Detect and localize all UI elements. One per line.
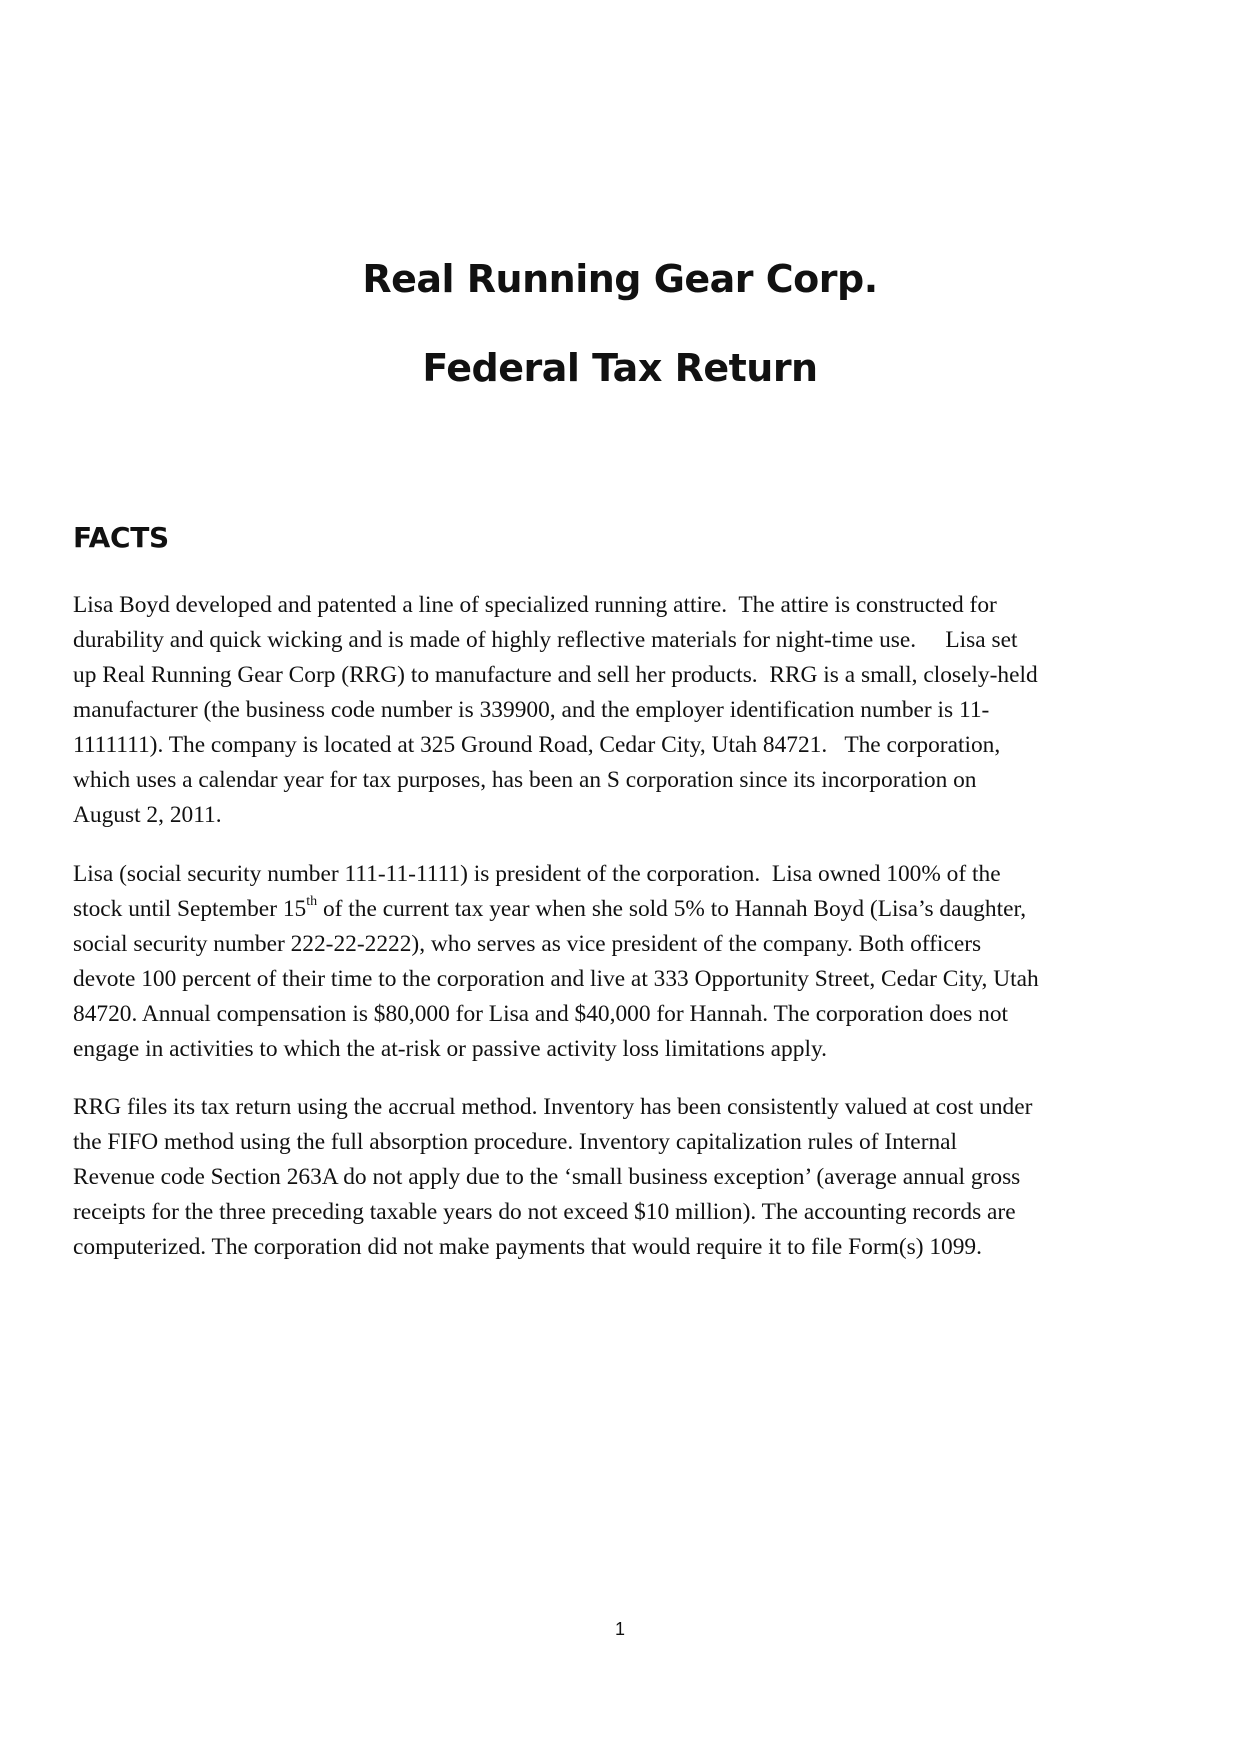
paragraph-line: 1111111). The company is located at 325 Ground Road, Cedar City, Utah 84721. The corporation,	[73, 732, 1001, 758]
paragraph-line: durability and quick wicking and is made of highly reflective materials for night-time use. Lisa set	[73, 627, 1018, 653]
paragraph-line: computerized. The corporation did not make payments that would require it to file Form(s) 1099.	[73, 1234, 982, 1260]
paragraph-line: up Real Running Gear Corp (RRG) to manufacture and sell her products. RRG is a small, closely-held	[73, 662, 1038, 688]
line-text: stock until September 15	[73, 896, 307, 922]
paragraph-line: Lisa (social security number 111-11-1111) is president of the corporation. Lisa owned 100% of the	[73, 861, 1001, 887]
line-text: of the current tax year when she sold 5% to Hannah Boyd (Lisa’s daughter,	[317, 896, 1027, 922]
document-title: Real Running Gear Corp.	[362, 257, 878, 301]
facts-paragraph-1	[73, 588, 1178, 833]
facts-paragraph-3	[73, 1090, 1178, 1265]
section-heading-facts: FACTS	[73, 521, 169, 554]
paragraph-line: 84720. Annual compensation is $80,000 for Lisa and $40,000 for Hannah. The corporation does not	[73, 1001, 1009, 1027]
ordinal-suffix: th	[306, 894, 318, 910]
paragraph-line: Lisa Boyd developed and patented a line of specialized running attire. The attire is constructed for	[73, 592, 997, 618]
paragraph-line: devote 100 percent of their time to the corporation and live at 333 Opportunity Street, Cedar City, Utah	[73, 966, 1039, 992]
paragraph-line: manufacturer (the business code number is 339900, and the employer identification number is 11-	[73, 697, 990, 723]
paragraph-line: social security number 222-22-2222), who serves as vice president of the company. Both officers	[73, 931, 982, 957]
paragraph-line: RRG files its tax return using the accrual method. Inventory has been consistently valued at cost under	[73, 1094, 1033, 1120]
paragraph-line: which uses a calendar year for tax purposes, has been an S corporation since its incorporation on	[73, 767, 977, 793]
paragraph-line: August 2, 2011.	[73, 802, 222, 828]
paragraph-line: the FIFO method using the full absorption procedure. Inventory capitalization rules of Internal	[73, 1129, 958, 1155]
paragraph-line: receipts for the three preceding taxable years do not exceed $10 million). The accounting records are	[73, 1199, 1016, 1225]
paragraph-line: engage in activities to which the at-risk or passive activity loss limitations apply.	[73, 1036, 827, 1062]
paragraph-line: Revenue code Section 263A do not apply due to the ‘small business exception’ (average annual gross	[73, 1164, 1021, 1190]
facts-paragraph-2	[73, 857, 1178, 1067]
document-subtitle: Federal Tax Return	[422, 346, 818, 390]
page-number: 1	[614, 1619, 625, 1639]
paragraph-line	[73, 892, 1178, 927]
